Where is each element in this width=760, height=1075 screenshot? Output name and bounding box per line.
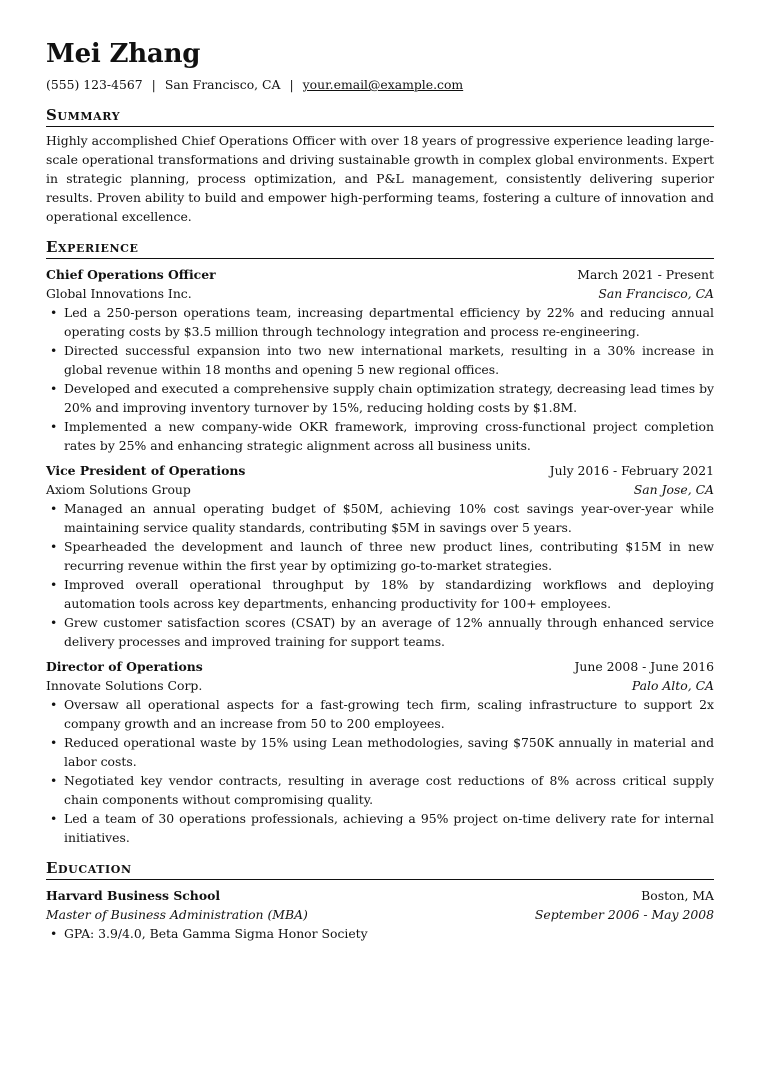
bullet-item	[46, 733, 714, 771]
bullet-dot-icon: •	[50, 773, 58, 788]
bullet-text: GPA: 3.9/4.0, Beta Gamma Sigma Honor Society	[64, 926, 368, 941]
bullet-text: Developed and executed a comprehensive supply chain optimization strategy, decreasing lead times by 20% and improving inventory turnover by 15%, reducing holding costs by $1.8M.	[64, 381, 714, 415]
experience-entry	[46, 657, 714, 847]
bullet-item	[46, 499, 714, 537]
job-title: Vice President of Operations	[46, 463, 246, 478]
contact-line	[46, 76, 714, 94]
bullet-item	[46, 809, 714, 847]
bullet-item	[46, 417, 714, 455]
education-heading: Education	[46, 859, 714, 880]
job-title: Director of Operations	[46, 659, 203, 674]
job-dates: July 2016 - February 2021	[549, 463, 714, 478]
school-row	[46, 886, 714, 905]
bullet-dot-icon: •	[50, 811, 58, 826]
bullet-dot-icon: •	[50, 305, 58, 320]
job-bullets	[46, 499, 714, 651]
job-title-row	[46, 657, 714, 676]
email-link[interactable]: your.email@example.com	[302, 77, 464, 92]
bullet-text: Negotiated key vendor contracts, resulting in average cost reductions of 8% across critical supply chain components without compromising quality.	[64, 773, 714, 807]
education-list	[46, 886, 714, 943]
bullet-text: Led a team of 30 operations professionals, achieving a 95% project on-time delivery rate for internal initiatives.	[64, 811, 714, 845]
bullet-text: Improved overall operational throughput by 18% by standardizing workflows and deploying automation tools across key departments, enhancing productivity for 100+ employees.	[64, 577, 714, 611]
job-bullets	[46, 303, 714, 455]
experience-heading: Experience	[46, 238, 714, 259]
bullet-dot-icon: •	[50, 501, 58, 516]
job-bullets	[46, 695, 714, 847]
bullet-item	[46, 695, 714, 733]
company-name: Axiom Solutions Group	[46, 482, 191, 497]
school-name: Harvard Business School	[46, 888, 221, 903]
bullet-dot-icon: •	[50, 926, 58, 941]
job-dates: March 2021 - Present	[577, 267, 714, 282]
education-dates: September 2006 - May 2008	[534, 907, 714, 922]
bullet-dot-icon: •	[50, 735, 58, 750]
bullet-item	[46, 924, 714, 943]
job-title-row	[46, 461, 714, 480]
bullet-item	[46, 379, 714, 417]
job-location: Palo Alto, CA	[631, 678, 714, 693]
job-company-row	[46, 284, 714, 303]
phone-number: (555) 123-4567	[46, 77, 143, 92]
bullet-dot-icon: •	[50, 419, 58, 434]
bullet-text: Spearheaded the development and launch of three new product lines, contributing $15M in new recurring revenue within the first year by optimizing go-to-market strategies.	[64, 539, 714, 573]
company-name: Global Innovations Inc.	[46, 286, 192, 301]
bullet-text: Led a 250-person operations team, increasing departmental efficiency by 22% and reducing annual operating costs by $3.5 million through technology integration and process re-engineering.	[64, 305, 714, 339]
bullet-dot-icon: •	[50, 577, 58, 592]
bullet-text: Managed an annual operating budget of $50M, achieving 10% cost savings year-over-year while maintaining service quality standards, contributing $5M in savings over 5 years.	[64, 501, 714, 535]
contact-separator: |	[289, 77, 294, 92]
bullet-item	[46, 613, 714, 651]
school-location: Boston, MA	[641, 888, 714, 903]
job-location: San Jose, CA	[633, 482, 714, 497]
bullet-dot-icon: •	[50, 381, 58, 396]
job-dates: June 2008 - June 2016	[574, 659, 714, 674]
job-company-row	[46, 480, 714, 499]
bullet-item	[46, 771, 714, 809]
company-name: Innovate Solutions Corp.	[46, 678, 203, 693]
bullet-text: Directed successful expansion into two new international markets, resulting in a 30% increase in global revenue within 18 months and opening 5 new regional offices.	[64, 343, 714, 377]
job-title-row	[46, 265, 714, 284]
bullet-text: Grew customer satisfaction scores (CSAT) by an average of 12% annually through enhanced service delivery processes and improved training for support teams.	[64, 615, 714, 649]
job-company-row	[46, 676, 714, 695]
summary-text: Highly accomplished Chief Operations Officer with over 18 years of progressive experience leading large-scale operational transformations and driving sustainable growth in complex global environments. Expert in strategic planning, process optimization, and P&L management, consistently delivering superior results. Proven ability to build and empower high-performing teams, fostering a culture of innovation and operational excellence.	[46, 133, 714, 224]
bullet-dot-icon: •	[50, 697, 58, 712]
summary-heading: Summary	[46, 106, 714, 127]
experience-entry	[46, 461, 714, 651]
experience-list	[46, 265, 714, 847]
bullet-text: Oversaw all operational aspects for a fast-growing tech firm, scaling infrastructure to support 2x company growth and an increase from 50 to 200 employees.	[64, 697, 714, 731]
candidate-name: Mei Zhang	[46, 39, 201, 69]
bullet-item	[46, 341, 714, 379]
job-title: Chief Operations Officer	[46, 267, 216, 282]
location: San Francisco, CA	[164, 77, 281, 92]
bullet-dot-icon: •	[50, 539, 58, 554]
degree-row	[46, 905, 714, 924]
degree-name: Master of Business Administration (MBA)	[46, 907, 308, 922]
bullet-item	[46, 303, 714, 341]
job-location: San Francisco, CA	[598, 286, 714, 301]
education-entry	[46, 886, 714, 943]
bullet-dot-icon: •	[50, 615, 58, 630]
bullet-item	[46, 537, 714, 575]
bullet-text: Reduced operational waste by 15% using Lean methodologies, saving $750K annually in material and labor costs.	[64, 735, 714, 769]
bullet-dot-icon: •	[50, 343, 58, 358]
contact-separator: |	[151, 77, 156, 92]
bullet-text: Implemented a new company-wide OKR framework, improving cross-functional project completion rates by 25% and enhancing strategic alignment across all business units.	[64, 419, 714, 453]
education-bullets	[46, 924, 714, 943]
experience-entry	[46, 265, 714, 455]
bullet-item	[46, 575, 714, 613]
